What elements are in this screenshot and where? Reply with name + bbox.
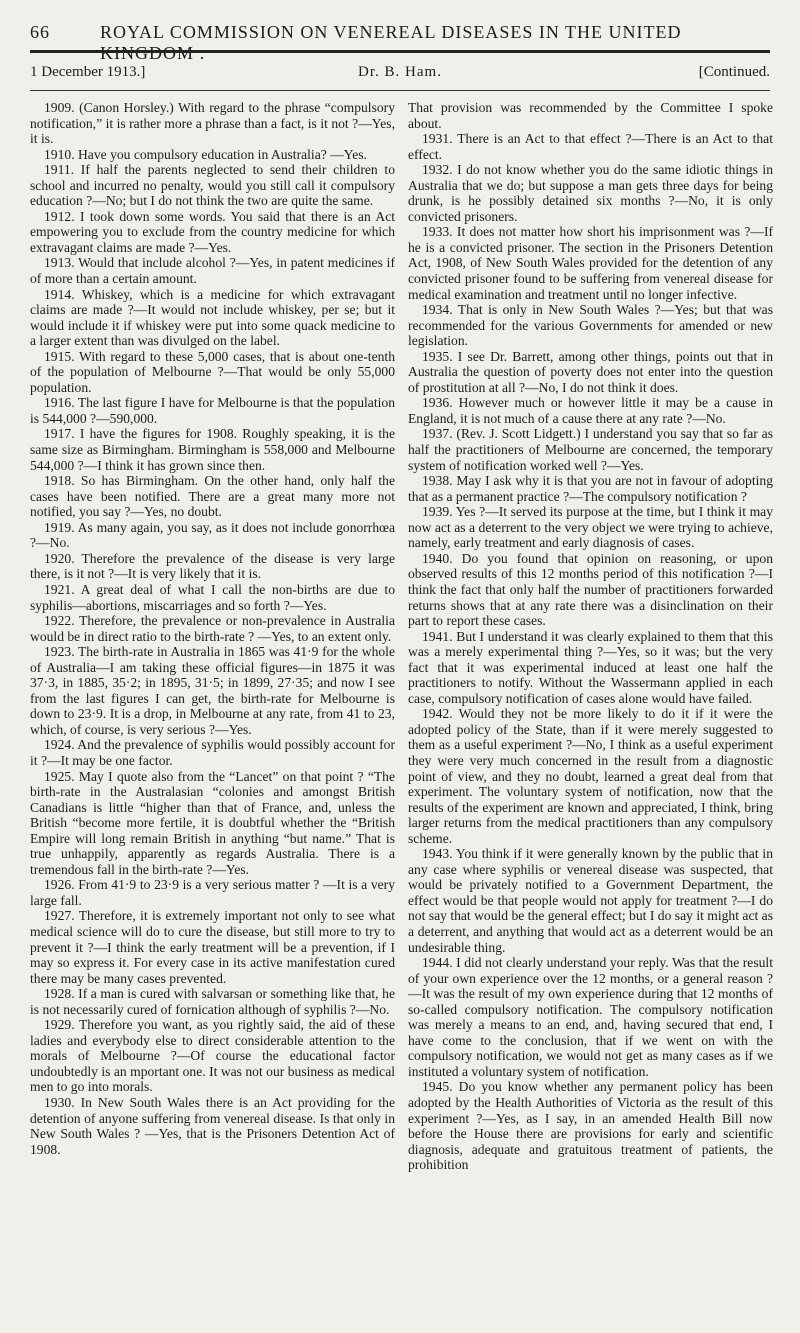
testimony-paragraph: 1942. Would they not be more likely to do it if it were the adopted policy of the State, than if it were merely suggested to them as a useful experiment ?—No, I think as a useful experiment they were very much concerned in the result from a diagnostic point of view, and they no doubt, learned a great deal from that experiment. The voluntary system of notification, now that the results of the experiment are known and appreciated, I think, bring larger returns from the medical practitioners than any compulsory scheme. — [408, 706, 773, 846]
sitting-date: 1 December 1913.] — [30, 64, 146, 80]
left-column — [30, 100, 395, 1315]
witness-name: Dr. B. Ham. — [358, 64, 442, 80]
testimony-paragraph: 1933. It does not matter how short his imprisonment was ?—If he is a convicted prisoner. The section in the Prisoners Detention Act, 1908, of New South Wales provided for the detention of any convicted prisoner found to be suffering from venereal disease for medical examination and treatment until no longer infective. — [408, 224, 773, 302]
continued-label: [Continued. — [698, 64, 770, 80]
testimony-paragraph: 1929. Therefore you want, as you rightly said, the aid of these ladies and everybody else to direct considerable attention to the morals of Melbourne ?—Of course the educational factor undoubtedly is an mportant one. It was not our business as medical men to go into morals. — [30, 1017, 395, 1095]
testimony-paragraph: 1935. I see Dr. Barrett, among other things, points out that in Australia the question of poverty does not enter into the question of prostitution at all ?—No, I do not think it does. — [408, 348, 773, 395]
testimony-paragraph: 1916. The last figure I have for Melbourne is that the population is 544,000 ?—590,000. — [30, 395, 395, 426]
testimony-paragraph: 1926. From 41·9 to 23·9 is a very serious matter ? —It is a very large fall. — [30, 877, 395, 908]
testimony-paragraph: 1917. I have the figures for 1908. Roughly speaking, it is the same size as Birmingham. Birmingham is 558,000 and Melbourne 544,000 ?—I think it has grown since then. — [30, 426, 395, 473]
testimony-paragraph: 1930. In New South Wales there is an Act providing for the detention of anyone suffering from venereal disease. Is that only in New South Wales ? —Yes, that is the Prisoners Detention Act of 1908. — [30, 1095, 395, 1157]
testimony-paragraph: 1939. Yes ?—It served its purpose at the time, but I think it may now act as a deterrent to the very object we were trying to achieve, namely, early treatment and early diagnosis of cases. — [408, 504, 773, 551]
witness-subheading — [30, 62, 770, 86]
testimony-paragraph: 1923. The birth-rate in Australia in 1865 was 41·9 for the whole of Australia—I am taking these official figures—in 1875 it was 37·3, in 1885, 35·2; in 1895, 31·5; in 1899, 27·35; and now I see from the last figures I can get, the birth-rate for Melbourne is down to 23·9. It is a drop, in Melbourne at any rate, from 41 to 23, which, of course, is very serious ?—Yes. — [30, 644, 395, 737]
testimony-paragraph: 1912. I took down some words. You said that there is an Act empowering you to exclude from the country medicine for which extravagant claims are made ?—Yes. — [30, 208, 395, 255]
testimony-paragraph: 1941. But I understand it was clearly explained to them that this was a merely experimental thing ?—Yes, so it was; but the very fact that it was experimental induced at least one half the practitioners to notify. Without the Wassermann applied in each case, compulsory notification of cases alone would have failed. — [408, 628, 773, 706]
testimony-paragraph: 1914. Whiskey, which is a medicine for which extravagant claims are made ?—It would not include whiskey, per se; but it would include it if whiskey were put into some quack medicine to a larger extent than was divulged on the label. — [30, 286, 395, 349]
testimony-paragraph: 1924. And the prevalence of syphilis would possibly account for it ?—It may be one factor. — [30, 737, 395, 768]
testimony-paragraph: 1940. Do you found that opinion on reasoning, or upon observed results of this 12 months period of this notification ?—I think the fact that only half the number of practitioners forwarded returns shows that at any rate there was a disinclination on their part to report these cases. — [408, 550, 773, 629]
testimony-paragraph: 1937. (Rev. J. Scott Lidgett.) I understand you say that so far as half the practitioners of Melbourne are concerned, the temporary system of notification worked well ?—Yes. — [408, 426, 773, 473]
page-number: 66 — [30, 22, 50, 42]
testimony-paragraph: 1945. Do you know whether any permanent policy has been adopted by the Health Authorities of Victoria as the result of this experiment ?—Yes, as I say, in an amended Health Bill now before the House there are provisions for early and scientific diagnosis, adequate and gratuitous treatment of patients, the prohibition — [408, 1079, 773, 1173]
testimony-paragraph: 1938. May I ask why it is that you are not in favour of adopting that as a permanent practice ?—The compulsory notification ? — [408, 473, 773, 504]
testimony-paragraph: 1943. You think if it were generally known by the public that in any case where syphilis or venereal disease was suspected, that would be privately notified to a Government Department, the effect would be that people would not apply for treatment ?—I do not say that would be the general effect; but I do say it might act as a deterrent, and anything that would act as a deterrent would be an undesirable thing. — [408, 846, 773, 955]
testimony-paragraph: 1921. A great deal of what I call the non-births are due to syphilis—abortions, miscarriages and so forth ?—Yes. — [30, 581, 395, 613]
testimony-paragraph: 1925. May I quote also from the “Lancet” on that point ? “The birth-rate in the Australasian “colonies and amongst British Canadians is little “higher than that of France, and, unless the British “become more fertile, it is doubtful whether the “British Empire will long remain British in anything “but name.” That is true unhappily, apparently as regards Australia. There is a tremendous fall in the birth-rate ?—Yes. — [30, 768, 395, 877]
running-title: ROYAL COMMISSION ON VENEREAL DISEASES IN THE UNITED KINGDOM : — [100, 22, 682, 63]
testimony-paragraph: 1920. Therefore the prevalence of the disease is very large there, is it not ?—It is very likely that it is. — [30, 550, 395, 582]
testimony-paragraph: 1934. That is only in New South Wales ?—Yes; but that was recommended for the various Governments for amended or new legislation. — [408, 302, 773, 349]
testimony-paragraph: 1928. If a man is cured with salvarsan or something like that, he is not necessarily cured of fornication although of syphilis ?—No. — [30, 986, 395, 1017]
header-rule — [30, 50, 770, 53]
right-column — [408, 100, 773, 1315]
testimony-paragraph: 1913. Would that include alcohol ?—Yes, in patent medicines if of more than a certain amount. — [30, 255, 395, 287]
testimony-paragraph: 1918. So has Birmingham. On the other hand, only half the cases have been notified. There are a great many more not notified, you say ?—Yes, no doubt. — [30, 473, 395, 520]
testimony-paragraph: 1919. As many again, you say, as it does not include gonorrhœa ?—No. — [30, 519, 395, 551]
testimony-paragraph: 1911. If half the parents neglected to send their children to school and incurred no penalty, would you still call it compulsory education ?—No; but I do not think the two are quite the same. — [30, 162, 395, 209]
testimony-paragraph: 1927. Therefore, it is extremely important not only to see what medical science will do to cure the disease, but still more to try to prevent it ?—I think the early treatment will be a prevention, if I may so express it. For every case in its active manifestation cured there may be many cases prevented. — [30, 908, 395, 986]
testimony-paragraph: 1944. I did not clearly understand your reply. Was that the result of your own experience over the 12 months, or a general reason ?—It was the result of my own experience during that 12 months of so-called compulsory notification. The compulsory notification was merely a means to an end, and, having secured that end, I have come to the conclusion, that if we went on with the compulsory notification, we would not get as many cases as if we instituted a voluntary system of notification. — [408, 955, 773, 1079]
testimony-paragraph: 1936. However much or however little it may be a cause in England, it is not much of a cause there at any rate ?—No. — [408, 395, 773, 426]
testimony-paragraph: 1931. There is an Act to that effect ?—There is an Act to that effect. — [408, 131, 773, 162]
subheading-rule — [30, 90, 770, 91]
running-header — [30, 22, 770, 63]
testimony-paragraph: 1910. Have you compulsory education in Australia? —Yes. — [44, 146, 367, 162]
testimony-paragraph: 1915. With regard to these 5,000 cases, that is about one-tenth of the population of Melbourne ?—That would be only 55,000 population. — [30, 348, 395, 395]
testimony-paragraph: That provision was recommended by the Committee I spoke about. — [408, 100, 773, 131]
testimony-paragraph: 1932. I do not know whether you do the same idiotic things in Australia that we do; but suppose a man gets three days for being drunk, is he possibly detained six months ?—No, it is only convicted prisoners. — [408, 162, 773, 224]
testimony-paragraph: 1909. (Canon Horsley.) With regard to the phrase “compulsory notification,” it is rather more a phrase than a fact, is it not ?—Yes, it is. — [30, 100, 395, 147]
testimony-paragraph: 1922. Therefore, the prevalence or non-prevalence in Australia would be in direct ratio to the birth-rate ? —Yes, to an extent only. — [30, 613, 395, 644]
